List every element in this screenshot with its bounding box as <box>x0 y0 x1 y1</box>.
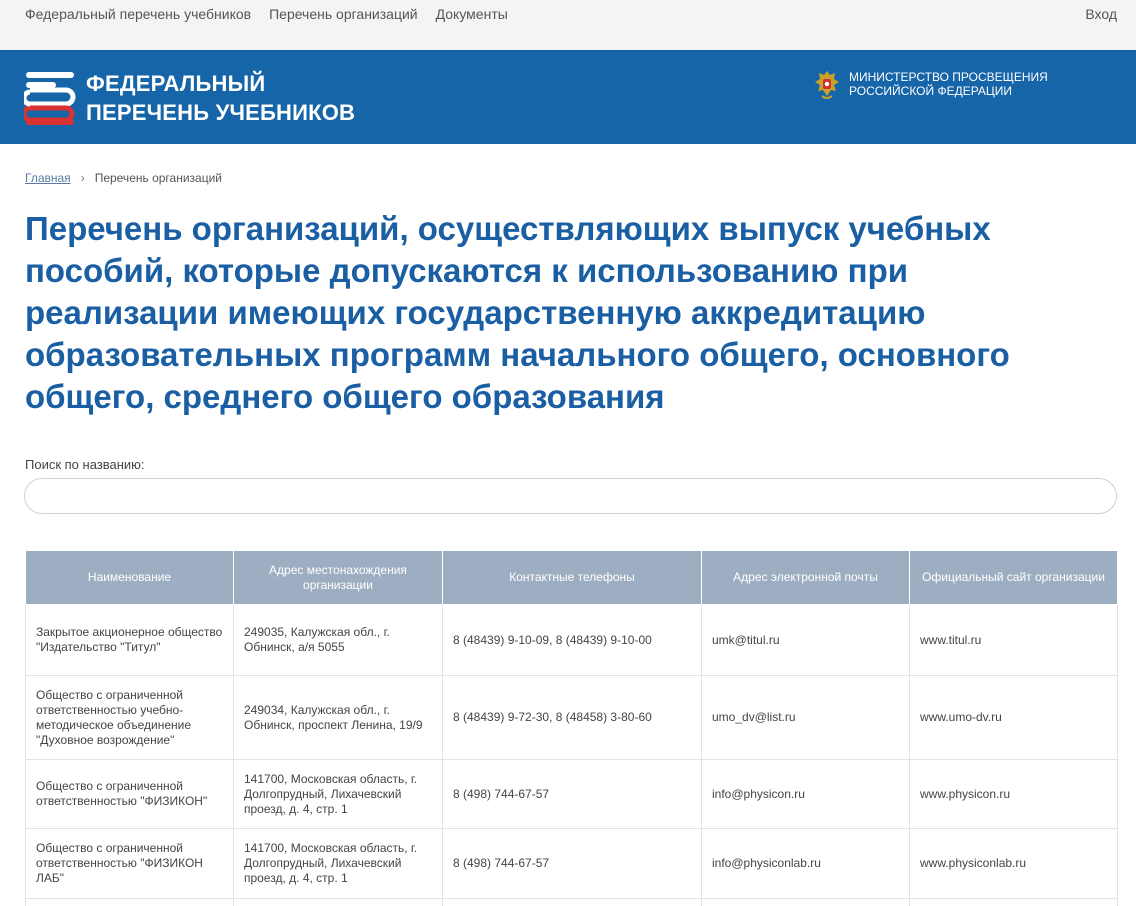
cell-email: umk@titul.ru <box>702 605 910 676</box>
cell-address: 249035, Калужская обл., г. Обнинск, а/я 5055 <box>234 605 443 676</box>
site-logo-text[interactable] <box>86 69 355 127</box>
ministry-line-2: РОССИЙСКОЙ ФЕДЕРАЦИИ <box>849 84 1013 98</box>
cell-phones: 8 (48439) 9-10-09, 8 (48439) 9-10-00 <box>443 605 702 676</box>
search-label: Поиск по названию: <box>25 457 145 472</box>
cell-address: 141700, Московская область, г. Долгопрудный, Лихачевский проезд, д. 4, стр. 1 <box>234 760 443 829</box>
chevron-right-icon: › <box>80 171 85 185</box>
cell-phones <box>443 899 702 906</box>
nav-link-federal-list[interactable]: Федеральный перечень учебников <box>25 6 252 22</box>
breadcrumb-home-link[interactable]: Главная <box>25 171 71 185</box>
cell-org-name: Общество с ограниченной ответственностью "ФИЗИКОН" <box>26 760 234 829</box>
column-header-address[interactable]: Адрес местонахождения организации <box>234 551 443 605</box>
top-nav-links <box>25 6 508 22</box>
cell-website: www.titul.ru <box>910 605 1118 676</box>
column-header-email[interactable]: Адрес электронной почты <box>702 551 910 605</box>
cell-website: www.umo-dv.ru <box>910 676 1118 760</box>
nav-link-organizations[interactable]: Перечень организаций <box>269 6 418 22</box>
book-stack-logo-icon[interactable] <box>24 70 76 126</box>
cell-address <box>234 899 443 906</box>
table-row <box>26 829 1118 899</box>
coat-of-arms-icon <box>813 68 841 102</box>
column-header-name[interactable]: Наименование <box>26 551 234 605</box>
cell-phones: 8 (48439) 9-72-30, 8 (48458) 3-80-60 <box>443 676 702 760</box>
cell-address: 141700, Московская область, г. Долгопрудный, Лихачевский проезд, д. 4, стр. 1 <box>234 829 443 899</box>
cell-website: www.physicon.ru <box>910 760 1118 829</box>
nav-link-documents[interactable]: Документы <box>435 6 508 22</box>
table-row <box>26 760 1118 829</box>
ministry-block[interactable] <box>813 68 1048 102</box>
top-navigation <box>0 0 1136 50</box>
ministry-line-1: МИНИСТЕРСТВО ПРОСВЕЩЕНИЯ <box>849 70 1048 84</box>
column-header-phones[interactable]: Контактные телефоны <box>443 551 702 605</box>
cell-email: umo_dv@list.ru <box>702 676 910 760</box>
ministry-name <box>849 70 1048 98</box>
breadcrumb <box>25 171 222 185</box>
cell-phones: 8 (498) 744-67-57 <box>443 760 702 829</box>
cell-address: 249034, Калужская обл., г. Обнинск, проспект Ленина, 19/9 <box>234 676 443 760</box>
cell-email: info@physicon.ru <box>702 760 910 829</box>
cell-org-name <box>26 899 234 906</box>
cell-org-name: Общество с ограниченной ответственностью учебно-методическое объединение "Духовное возрождение" <box>26 676 234 760</box>
table-row <box>26 605 1118 676</box>
breadcrumb-current: Перечень организаций <box>94 171 222 185</box>
organizations-table <box>25 550 1118 906</box>
table-row <box>26 899 1118 906</box>
cell-website: www.physiconlab.ru <box>910 829 1118 899</box>
cell-email <box>702 899 910 906</box>
column-header-website[interactable]: Официальный сайт организации <box>910 551 1118 605</box>
cell-org-name: Закрытое акционерное общество "Издательство "Титул" <box>26 605 234 676</box>
cell-email: info@physiconlab.ru <box>702 829 910 899</box>
logo-line-1: ФЕДЕРАЛЬНЫЙ <box>86 71 266 96</box>
logo-line-2: ПЕРЕЧЕНЬ УЧЕБНИКОВ <box>86 100 356 125</box>
login-link[interactable]: Вход <box>1085 6 1117 22</box>
table-row <box>26 676 1118 760</box>
search-input[interactable] <box>24 478 1117 514</box>
site-banner <box>0 50 1136 144</box>
cell-phones: 8 (498) 744-67-57 <box>443 829 702 899</box>
table-header-row <box>26 551 1118 605</box>
page-title: Перечень организаций, осуществляющих выпуск учебных пособий, которые допускаются к использованию при реализации имеющих государственную аккредитацию образовательных программ начального общего, основного общего, среднего общего образования <box>25 210 1010 415</box>
cell-website <box>910 899 1118 906</box>
cell-org-name: Общество с ограниченной ответственностью "ФИЗИКОН ЛАБ" <box>26 829 234 899</box>
